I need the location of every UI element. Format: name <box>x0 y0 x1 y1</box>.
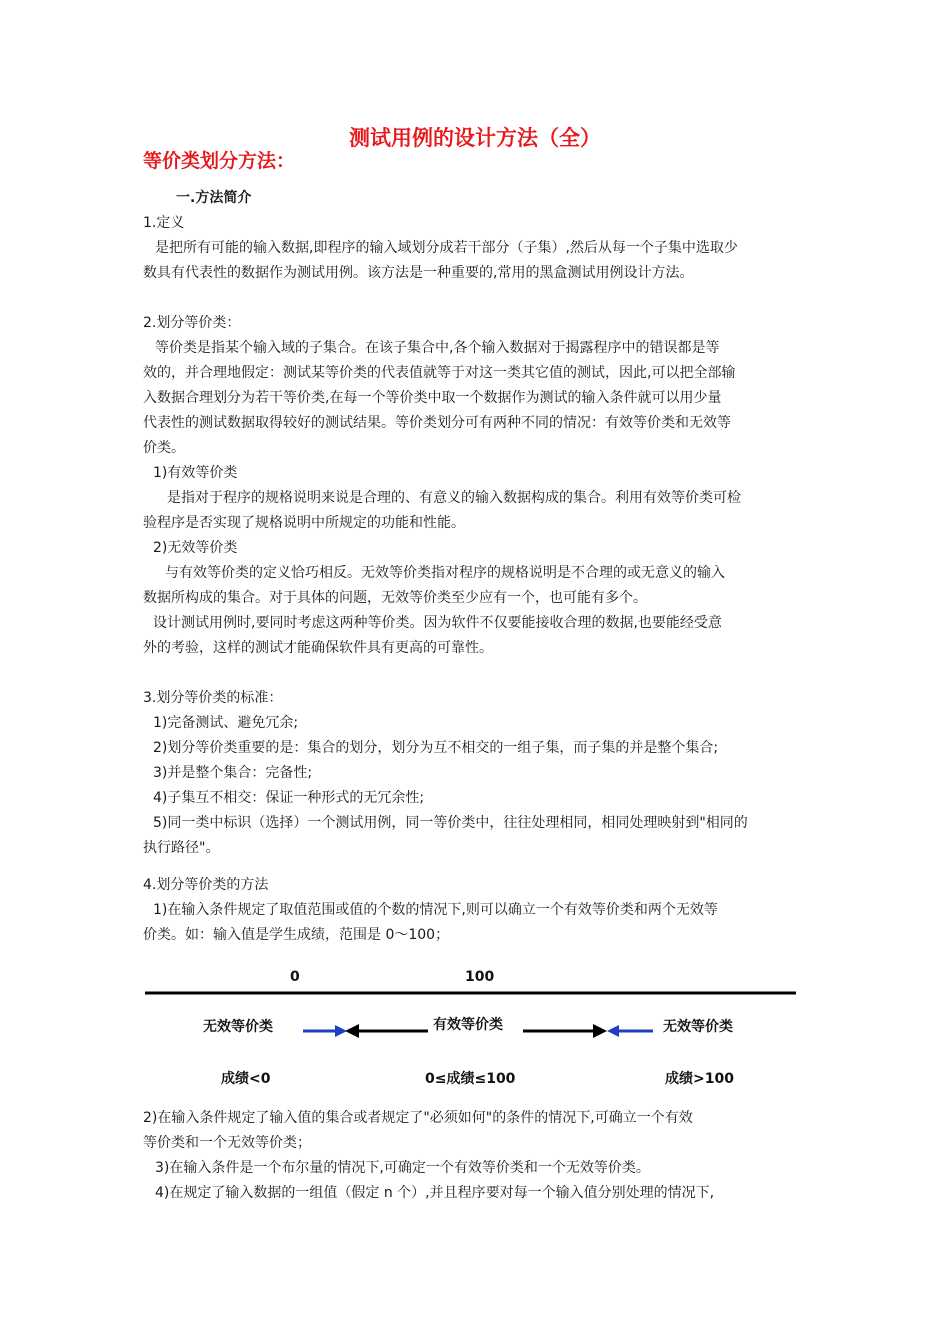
tick-label-high: 100 <box>465 969 495 985</box>
middle-class-label: 有效等价类 <box>433 1017 503 1033</box>
section-subtitle: 等价类划分方法： <box>143 150 296 172</box>
partition-heading: 2.划分等价类： <box>143 315 241 331</box>
standards-item: 3)并是整个集合：完备性; <box>153 765 313 781</box>
methods-line: 1)在输入条件规定了取值范围或值的个数的情况下,则可以确立一个有效等价类和两个无效等 <box>153 902 718 918</box>
left-class-label: 无效等价类 <box>203 1019 273 1035</box>
standards-item: 1)完备测试、避免冗余; <box>153 715 299 731</box>
standards-heading: 3.划分等价类的标准： <box>143 690 283 706</box>
invalid-class-line: 外的考验，这样的测试才能确保软件具有更高的可靠性。 <box>143 640 493 656</box>
standards-item: 2)划分等价类重要的是：集合的划分，划分为互不相交的一组子集，而子集的并是整个集合; <box>153 740 719 756</box>
intro-heading: 一.方法简介 <box>176 190 252 206</box>
methods-line: 2)在输入条件规定了输入值的集合或者规定了"必须如何"的条件的情况下,可确立一个有效 <box>143 1110 693 1126</box>
partition-line: 价类。 <box>143 440 185 456</box>
standards-item: 4)子集互不相交：保证一种形式的无冗余性; <box>153 790 425 806</box>
valid-class-line: 是指对于程序的规格说明来说是合理的、有意义的输入数据构成的集合。利用有效等价类可检 <box>167 490 741 506</box>
methods-line: 4)在规定了输入数据的一组值（假定 n 个）,并且程序要对每一个输入值分别处理的情况下, <box>155 1185 715 1201</box>
methods-line: 等价类和一个无效等价类； <box>143 1135 311 1151</box>
definition-heading: 1.定义 <box>143 215 185 231</box>
right-range-label: 成绩>100 <box>665 1071 734 1087</box>
definition-line: 是把所有可能的输入数据,即程序的输入域划分成若干部分（子集）,然后从每一个子集中选取少 <box>155 240 738 256</box>
invalid-class-line: 设计测试用例时,要同时考虑这两种等价类。因为软件不仅要能接收合理的数据,也要能经受意 <box>153 615 722 631</box>
document-title: 测试用例的设计方法（全） <box>349 125 601 150</box>
methods-line: 3)在输入条件是一个布尔量的情况下,可确定一个有效等价类和一个无效等价类。 <box>155 1160 650 1176</box>
methods-line: 价类。如：输入值是学生成绩，范围是 0～100； <box>143 927 450 943</box>
invalid-class-line: 数据所构成的集合。对于具体的问题，无效等价类至少应有一个，也可能有多个。 <box>143 590 647 606</box>
middle-left-arrowhead <box>345 1024 359 1038</box>
standards-item: 5)同一类中标识（选择）一个测试用例，同一等价类中，往往处理相同，相同处理映射到"相同的 <box>153 815 748 831</box>
partition-line: 等价类是指某个输入域的子集合。在该子集合中,各个输入数据对于揭露程序中的错误都是等 <box>155 340 720 356</box>
tick-label-low: 0 <box>290 969 300 985</box>
right-class-label: 无效等价类 <box>663 1019 733 1035</box>
partition-line: 入数据合理划分为若干等价类,在每一个等价类中取一个数据作为测试的输入条件就可以用少量 <box>143 390 722 406</box>
middle-range-label: 0≤成绩≤100 <box>425 1071 516 1087</box>
equivalence-class-diagram <box>143 955 803 1095</box>
valid-class-line: 验程序是否实现了规格说明中所规定的功能和性能。 <box>143 515 465 531</box>
standards-item: 执行路径"。 <box>143 840 220 856</box>
partition-line: 效的，并合理地假定：测试某等价类的代表值就等于对这一类其它值的测试，因此,可以把全部输 <box>143 365 736 381</box>
left-range-label: 成绩<0 <box>221 1071 271 1087</box>
middle-right-arrowhead <box>593 1024 607 1038</box>
partition-line: 代表性的测试数据取得较好的测试结果。等价类划分可有两种不同的情况：有效等价类和无效等 <box>143 415 731 431</box>
valid-class-heading: 1)有效等价类 <box>153 465 238 481</box>
methods-heading: 4.划分等价类的方法 <box>143 877 269 893</box>
definition-line: 数具有代表性的数据作为测试用例。该方法是一种重要的,常用的黑盒测试用例设计方法。 <box>143 265 694 281</box>
invalid-class-heading: 2)无效等价类 <box>153 540 238 556</box>
invalid-class-line: 与有效等价类的定义恰巧相反。无效等价类指对程序的规格说明是不合理的或无意义的输入 <box>165 565 725 581</box>
